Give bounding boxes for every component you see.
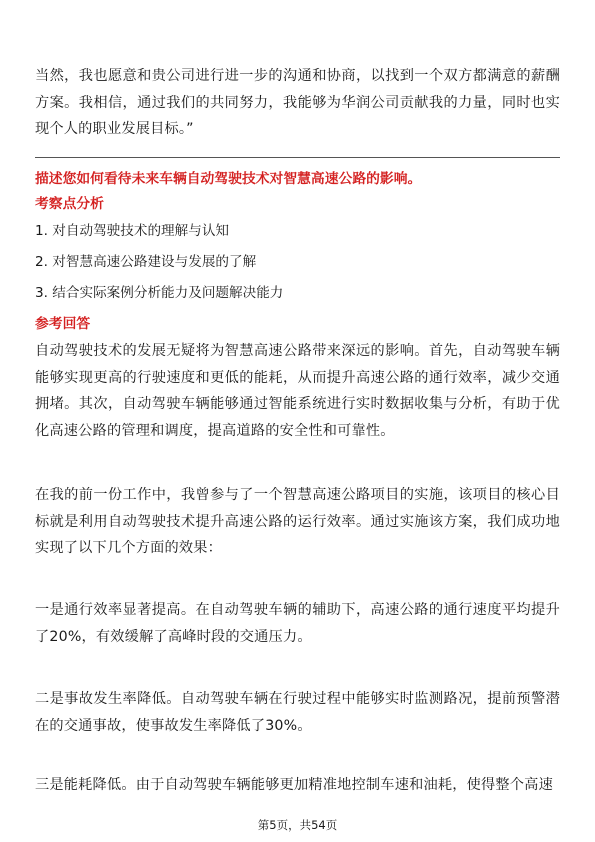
- page-number-footer: 第5页，共54页: [257, 818, 338, 832]
- analysis-heading: 考察点分析: [35, 196, 104, 212]
- section-divider: [35, 157, 560, 158]
- intro-paragraph: 当然，我也愿意和贵公司进行进一步的沟通和协商，以找到一个双方都满意的薪酬方案。我相信，通过我们的共同努力，我能够为华润公司贡献我的力量，同时也实现个人的职业发展目标。”: [35, 68, 560, 137]
- analysis-point: 1. 对自动驾驶技术的理解与认知: [35, 223, 230, 239]
- document-page: [35, 0, 560, 842]
- answer-paragraph: 自动驾驶技术的发展无疑将为智慧高速公路带来深远的影响。首先，自动驾驶车辆能够实现更高的行驶速度和更低的能耗，从而提升高速公路的通行效率，减少交通拥堵。其次，自动驾驶车辆能够通过智能系统进行实时数据收集与分析，有助于优化高速公路的管理和调度，提高道路的安全性和可靠性。: [35, 343, 560, 439]
- analysis-point: 3. 结合实际案例分析能力及问题解决能力: [35, 285, 284, 301]
- analysis-point: 2. 对智慧高速公路建设与发展的了解: [35, 254, 257, 270]
- answer-heading: 参考回答: [35, 316, 91, 332]
- answer-paragraph: 一是通行效率显著提高。在自动驾驶车辆的辅助下，高速公路的通行速度平均提升了20%，有效缓解了高峰时段的交通压力。: [35, 602, 560, 645]
- answer-paragraph: 三是能耗降低。由于自动驾驶车辆能够更加精准地控制车速和油耗，使得整个高速: [35, 777, 553, 793]
- answer-paragraph: 在我的前一份工作中，我曾参与了一个智慧高速公路项目的实施，该项目的核心目标就是利用自动驾驶技术提升高速公路的运行效率。通过实施该方案，我们成功地实现了以下几个方面的效果：: [35, 487, 560, 556]
- question-title: 描述您如何看待未来车辆自动驾驶技术对智慧高速公路的影响。: [35, 171, 422, 187]
- answer-paragraph: 二是事故发生率降低。自动驾驶车辆在行驶过程中能够实时监测路况，提前预警潜在的交通事故，使事故发生率降低了30%。: [35, 691, 560, 734]
